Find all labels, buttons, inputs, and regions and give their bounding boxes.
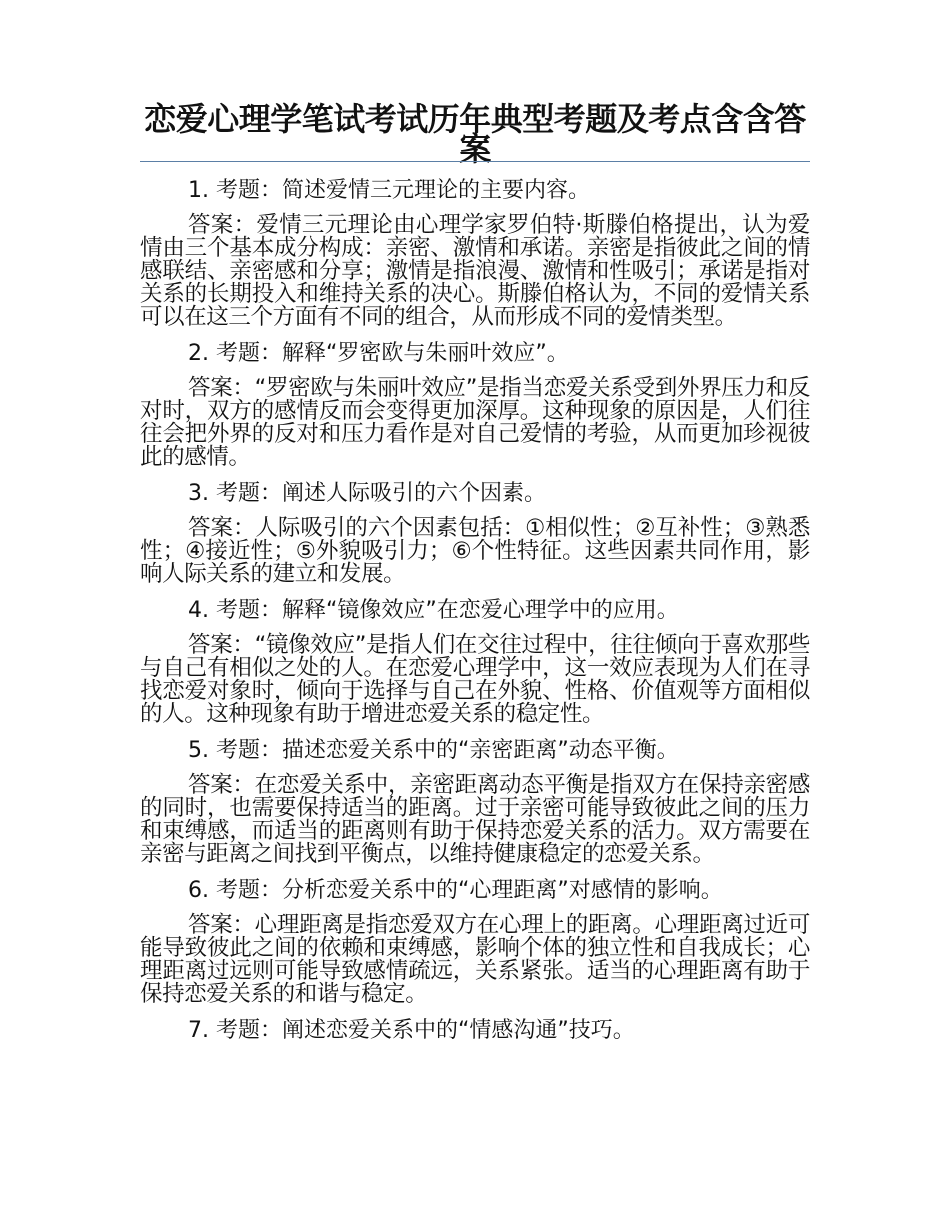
- answer-1: 答案：爱情三元理论由心理学家罗伯特·斯滕伯格提出，认为爱情由三个基本成分构成：亲密、激情和承诺。亲密是指彼此之间的情感联结、亲密感和分享；激情是指浪漫、激情和性吸引；承诺是指对关系的长期投入和维持关系的决心。斯滕伯格认为，不同的爱情关系可以在这三个方面有不同的组合，从而形成不同的爱情类型。: [140, 212, 810, 330]
- answer-4: 答案：“镜像效应”是指人们在交往过程中，往往倾向于喜欢那些与自己有相似之处的人。在恋爱心理学中，这一效应表现为人们在寻找恋爱对象时，倾向于选择与自己在外貌、性格、价值观等方面相似的人。这种现象有助于增进恋爱关系的稳定性。: [140, 632, 810, 727]
- answer-2: 答案：“罗密欧与朱丽叶效应”是指当恋爱关系受到外界压力和反对时，双方的感情反而会变得更加深厚。这种现象的原因是，人们往往会把外界的反对和压力看作是对自己爱情的考验，从而更加珍视彼此的感情。: [140, 375, 810, 470]
- question-7: 7. 考题：阐述恋爱关系中的“情感沟通”技巧。: [188, 1018, 635, 1043]
- document-title: 恋爱心理学笔试考试历年典型考题及考点含含答案: [144, 100, 806, 168]
- qa-list: [140, 176, 810, 1054]
- title-divider: [140, 161, 810, 162]
- answer-3: 答案：人际吸引的六个因素包括：①相似性；②互补性；③熟悉性；④接近性；⑤外貌吸引力；⑥个性特征。这些因素共同作用，影响人际关系的建立和发展。: [140, 515, 810, 587]
- answer-5: 答案：在恋爱关系中，亲密距离动态平衡是指双方在保持亲密感的同时，也需要保持适当的距离。过于亲密可能导致彼此之间的压力和束缚感，而适当的距离则有助于保持恋爱关系的活力。双方需要在亲密与距离之间找到平衡点，以维持健康稳定的恋爱关系。: [140, 772, 810, 867]
- question-6: 6. 考题：分析恋爱关系中的“心理距离”对感情的影响。: [188, 878, 723, 903]
- answer-6: 答案：心理距离是指恋爱双方在心理上的距离。心理距离过近可能导致彼此之间的依赖和束缚感，影响个体的独立性和自我成长；心理距离过远则可能导致感情疏远，关系紧张。适当的心理距离有助于保持恋爱关系的和谐与稳定。: [140, 912, 810, 1007]
- question-4: 4. 考题：解释“镜像效应”在恋爱心理学中的应用。: [188, 598, 679, 623]
- question-5: 5. 考题：描述恋爱关系中的“亲密距离”动态平衡。: [188, 738, 679, 763]
- question-1: 1. 考题：简述爱情三元理论的主要内容。: [188, 178, 590, 203]
- question-2: 2. 考题：解释“罗密欧与朱丽叶效应”。: [188, 341, 569, 366]
- question-3: 3. 考题：阐述人际吸引的六个因素。: [188, 481, 546, 506]
